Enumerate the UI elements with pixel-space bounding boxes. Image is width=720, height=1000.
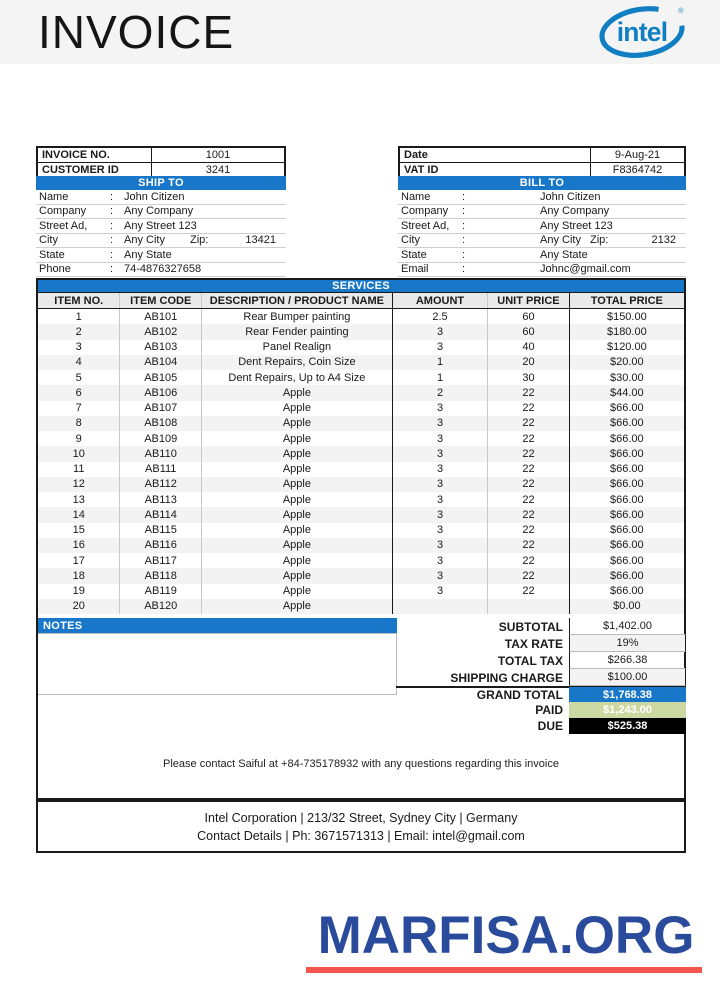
address-label: State [39, 248, 65, 261]
table-cell: 2 [38, 324, 120, 339]
table-cell: 22 [488, 507, 570, 522]
table-row [38, 492, 684, 507]
address-label: State [401, 248, 427, 261]
address-value: Any Street 123 [124, 219, 197, 232]
registered-mark: ® [678, 5, 684, 15]
table-row [38, 340, 684, 355]
table-cell: Rear Fender painting [202, 324, 393, 339]
meta-value: F8364742 [590, 163, 684, 176]
address-colon: : [462, 263, 466, 276]
site-watermark [306, 908, 706, 973]
table-cell: $66.00 [610, 432, 644, 445]
address-label: Company [401, 205, 449, 218]
meta-label: INVOICE NO. [42, 149, 110, 161]
table-cell: AB102 [120, 324, 202, 339]
table-cell: 30 [488, 370, 570, 385]
total-value: $1,768.38 [569, 687, 686, 703]
table-row [38, 324, 684, 339]
table-row [38, 431, 684, 446]
table-cell: $0.00 [613, 600, 641, 613]
address-row [36, 248, 286, 263]
table-cell: $180.00 [606, 325, 647, 338]
table-cell: Dent Repairs, Coin Size [202, 355, 393, 370]
table-cell: AB103 [120, 340, 202, 355]
address-colon: : [462, 190, 466, 203]
meta-row [400, 148, 684, 162]
total-value: $266.38 [569, 652, 686, 669]
column-header: ITEM CODE [120, 293, 202, 308]
table-cell: 22 [488, 523, 570, 538]
zip-label: Zip: [190, 234, 209, 247]
table-cell: Apple [202, 523, 393, 538]
zip-label: Zip: [590, 234, 609, 247]
table-cell: Apple [202, 477, 393, 492]
table-row [38, 355, 684, 370]
table-cell: Apple [202, 553, 393, 568]
total-label: PAID [535, 703, 563, 717]
table-cell: AB104 [120, 355, 202, 370]
table-cell: AB117 [120, 553, 202, 568]
table-cell: 3 [393, 553, 488, 568]
table-cell: $66.00 [610, 417, 644, 430]
address-row [398, 190, 686, 205]
table-row [38, 584, 684, 599]
notes-box [38, 633, 397, 695]
table-cell: 2 [393, 385, 488, 400]
table-cell: $66.00 [610, 447, 644, 460]
table-cell: 22 [488, 416, 570, 431]
address-value: John Citizen [124, 190, 185, 203]
total-label: DUE [537, 719, 563, 733]
address-label: Name [39, 190, 69, 203]
table-row [38, 568, 684, 583]
table-row [38, 370, 684, 385]
table-cell: 22 [488, 462, 570, 477]
table-cell: 6 [38, 385, 120, 400]
table-cell: $150.00 [606, 310, 647, 323]
table-row [38, 416, 684, 431]
table-cell: Apple [202, 492, 393, 507]
table-cell: 12 [38, 477, 120, 492]
address-colon: : [462, 205, 466, 218]
table-cell: 16 [38, 538, 120, 553]
address-row [398, 248, 686, 263]
table-cell: 3 [393, 568, 488, 583]
intel-logo [598, 4, 686, 60]
table-cell: 20 [38, 599, 120, 614]
total-value: $1,243.00 [569, 702, 686, 718]
address-label: Phone [39, 263, 71, 276]
table-row [38, 385, 684, 400]
ship-to-header: SHIP TO [36, 176, 286, 190]
address-value: John Citizen [540, 190, 601, 203]
table-cell: AB108 [120, 416, 202, 431]
column-header: UNIT PRICE [488, 293, 570, 308]
table-cell: 9 [38, 431, 120, 446]
table-cell: AB114 [120, 507, 202, 522]
table-cell: 10 [38, 446, 120, 461]
total-value: $525.38 [569, 718, 686, 734]
total-label: TOTAL TAX [497, 653, 563, 668]
meta-label: CUSTOMER ID [42, 163, 119, 176]
address-colon: : [462, 234, 466, 247]
table-cell: AB112 [120, 477, 202, 492]
table-cell: Apple [202, 568, 393, 583]
table-cell: Rear Bumper painting [202, 309, 393, 324]
table-cell: 40 [488, 340, 570, 355]
address-colon: : [110, 205, 114, 218]
contact-note: Please contact Saiful at +84-735178932 with any questions regarding this invoice [163, 758, 559, 770]
table-cell: AB101 [120, 309, 202, 324]
bill-to-block [398, 176, 686, 277]
address-label: Email [401, 263, 429, 276]
table-cell: Apple [202, 507, 393, 522]
total-value: $1,402.00 [569, 618, 686, 635]
table-row [38, 523, 684, 538]
table-cell: $66.00 [610, 569, 644, 582]
address-row [36, 219, 286, 234]
address-value: Any State [540, 248, 588, 261]
zip-value: 13421 [245, 234, 276, 247]
total-row [396, 686, 686, 702]
watermark-text: MARFISA.ORG [317, 906, 695, 965]
table-cell: 5 [38, 370, 120, 385]
table-cell: Apple [202, 416, 393, 431]
table-cell [488, 599, 570, 614]
table-cell: 20 [488, 355, 570, 370]
address-colon: : [462, 219, 466, 232]
summary-section [36, 614, 686, 800]
table-cell: $44.00 [610, 386, 644, 399]
total-value: 19% [569, 635, 686, 652]
address-colon: : [110, 248, 114, 261]
table-cell: Apple [202, 462, 393, 477]
table-cell: $66.00 [610, 554, 644, 567]
table-cell: $66.00 [610, 539, 644, 552]
table-cell: AB120 [120, 599, 202, 614]
address-label: City [39, 234, 58, 247]
invoice-meta-right [398, 146, 686, 178]
footer [36, 800, 686, 853]
table-cell: AB109 [120, 431, 202, 446]
table-cell: 22 [488, 401, 570, 416]
table-cell: 60 [488, 324, 570, 339]
table-cell: 13 [38, 492, 120, 507]
total-label: SUBTOTAL [498, 619, 563, 634]
table-cell: 1 [393, 355, 488, 370]
column-header: ITEM NO. [38, 293, 120, 308]
address-row [36, 190, 286, 205]
table-cell: AB107 [120, 401, 202, 416]
invoice-meta-left [36, 146, 286, 178]
meta-row [400, 162, 684, 176]
table-cell: 3 [393, 538, 488, 553]
footer-line-1: Intel Corporation | 213/32 Street, Sydney City | Germany [204, 810, 518, 825]
meta-value: 3241 [151, 163, 284, 176]
meta-row [38, 162, 284, 176]
totals-block [396, 618, 686, 734]
table-cell: $66.00 [610, 478, 644, 491]
table-cell: 3 [393, 584, 488, 599]
table-row [38, 401, 684, 416]
table-cell: AB115 [120, 523, 202, 538]
address-label: Street Ad, [39, 219, 88, 232]
table-cell: AB118 [120, 568, 202, 583]
address-row [36, 263, 286, 278]
table-cell: 18 [38, 568, 120, 583]
table-cell: 1 [393, 370, 488, 385]
table-row [38, 553, 684, 568]
table-cell: AB113 [120, 492, 202, 507]
address-row [398, 234, 686, 249]
table-cell: 3 [393, 446, 488, 461]
table-cell: AB110 [120, 446, 202, 461]
table-cell: 3 [393, 462, 488, 477]
address-row [398, 263, 686, 278]
table-cell: 3 [393, 324, 488, 339]
address-label: Company [39, 205, 87, 218]
zip-value: 2132 [651, 234, 676, 247]
table-cell: 60 [488, 309, 570, 324]
table-cell: 22 [488, 446, 570, 461]
table-row [38, 507, 684, 522]
meta-value: 1001 [151, 148, 284, 162]
table-cell: Dent Repairs, Up to A4 Size [202, 370, 393, 385]
address-value: Any Company [540, 205, 610, 218]
services-header: SERVICES [38, 278, 684, 292]
table-cell: $66.00 [610, 493, 644, 506]
column-header: TOTAL PRICE [590, 294, 663, 307]
total-value: $100.00 [569, 669, 686, 686]
address-row [398, 219, 686, 234]
table-cell: Apple [202, 446, 393, 461]
table-row [38, 462, 684, 477]
address-label: City [401, 234, 420, 247]
services-column-headers [38, 292, 684, 309]
table-row [38, 538, 684, 553]
table-cell: $30.00 [610, 371, 644, 384]
table-cell: 22 [488, 477, 570, 492]
total-label: SHIPPING CHARGE [450, 670, 563, 685]
table-cell: 17 [38, 553, 120, 568]
table-cell [393, 599, 488, 614]
address-value: Any City [540, 234, 581, 247]
table-cell: $66.00 [610, 463, 644, 476]
address-row [398, 205, 686, 220]
intel-wordmark: intel [616, 16, 668, 47]
column-header: DESCRIPTION / PRODUCT NAME [202, 293, 393, 308]
table-cell: 3 [393, 477, 488, 492]
table-cell: 2.5 [393, 309, 488, 324]
table-cell: 22 [488, 553, 570, 568]
meta-row [38, 148, 284, 162]
table-cell: Apple [202, 385, 393, 400]
address-colon: : [110, 263, 114, 276]
table-cell: 3 [393, 523, 488, 538]
table-cell: 22 [488, 584, 570, 599]
table-cell: Apple [202, 599, 393, 614]
table-cell: 4 [38, 355, 120, 370]
table-cell: $120.00 [606, 341, 647, 354]
address-label: Street Ad, [401, 219, 450, 232]
address-colon: : [110, 234, 114, 247]
footer-line-2: Contact Details | Ph: 3671571313 | Email: intel@gmail.com [197, 828, 525, 843]
table-cell: Apple [202, 431, 393, 446]
table-cell: 3 [393, 492, 488, 507]
services-table [36, 278, 686, 616]
address-colon: : [462, 248, 466, 261]
table-cell: AB119 [120, 584, 202, 599]
total-label: GRAND TOTAL [476, 688, 563, 702]
table-cell: $66.00 [610, 524, 644, 537]
address-value: Any Street 123 [540, 219, 613, 232]
table-cell: 14 [38, 507, 120, 522]
total-label: TAX RATE [504, 636, 563, 651]
total-row [396, 618, 686, 635]
table-cell: AB106 [120, 385, 202, 400]
table-cell: 3 [38, 340, 120, 355]
table-cell: 3 [393, 401, 488, 416]
table-row [38, 309, 684, 324]
ship-to-block [36, 176, 286, 277]
table-cell: 1 [38, 309, 120, 324]
table-cell: $66.00 [610, 585, 644, 598]
table-cell: AB105 [120, 370, 202, 385]
table-cell: 3 [393, 431, 488, 446]
address-colon: : [110, 219, 114, 232]
total-row [396, 702, 686, 718]
table-cell: 22 [488, 538, 570, 553]
table-cell: 22 [488, 568, 570, 583]
address-colon: : [110, 190, 114, 203]
notes-header: NOTES [38, 618, 397, 633]
table-cell: $66.00 [610, 402, 644, 415]
total-row [396, 718, 686, 734]
table-cell: 22 [488, 431, 570, 446]
total-row [396, 669, 686, 686]
bill-to-header: BILL TO [398, 176, 686, 190]
table-cell: 7 [38, 401, 120, 416]
address-value: Johnc@gmail.com [540, 263, 631, 276]
page-title: INVOICE [38, 6, 235, 58]
table-cell: AB116 [120, 538, 202, 553]
table-cell: $20.00 [610, 356, 644, 369]
meta-label: VAT ID [404, 163, 439, 176]
table-cell: 8 [38, 416, 120, 431]
table-cell: 3 [393, 416, 488, 431]
address-value: Any State [124, 248, 172, 261]
watermark-underline [306, 967, 702, 973]
table-row [38, 446, 684, 461]
table-cell: 22 [488, 492, 570, 507]
meta-value: 9-Aug-21 [590, 148, 684, 162]
meta-label: Date [404, 149, 428, 161]
total-row [396, 652, 686, 669]
address-value: Any City [124, 234, 165, 247]
address-value: Any Company [124, 205, 194, 218]
table-cell: Apple [202, 584, 393, 599]
table-cell: Apple [202, 401, 393, 416]
table-cell: Panel Realign [202, 340, 393, 355]
header [0, 0, 720, 64]
table-cell: 3 [393, 340, 488, 355]
table-cell: 11 [38, 462, 120, 477]
address-label: Name [401, 190, 431, 203]
address-row [36, 234, 286, 249]
table-cell: 3 [393, 507, 488, 522]
address-value: 74-4876327658 [124, 263, 202, 276]
table-row [38, 599, 684, 614]
table-cell: 19 [38, 584, 120, 599]
address-row [36, 205, 286, 220]
table-cell: Apple [202, 538, 393, 553]
column-header: AMOUNT [393, 293, 488, 308]
table-cell: 15 [38, 523, 120, 538]
table-cell: 22 [488, 385, 570, 400]
table-cell: AB111 [120, 462, 202, 477]
table-row [38, 477, 684, 492]
table-cell: $66.00 [610, 508, 644, 521]
total-row [396, 635, 686, 652]
